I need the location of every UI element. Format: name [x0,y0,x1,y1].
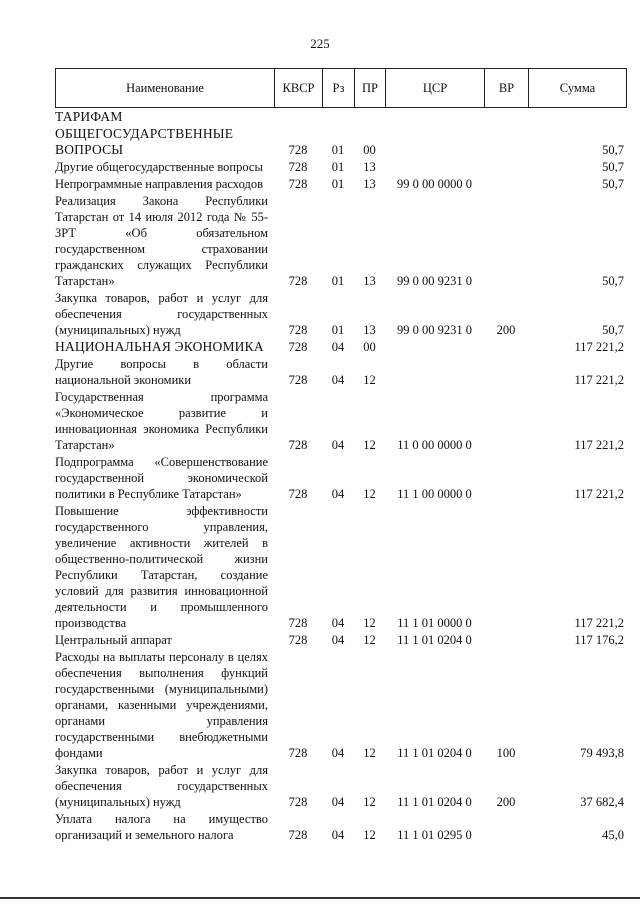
cell-sum: 79 493,8 [580,746,624,760]
cell-pr: 12 [363,616,376,630]
table-row [55,632,627,648]
cell-pr: 13 [363,274,376,288]
column-header-name: Наименование [56,69,275,107]
cell-pr: 12 [363,746,376,760]
cell-rz: 01 [331,274,345,288]
cell-csr: 99 0 00 9231 0 [397,323,472,337]
cell-name: Реализация Закона Республики Татарстан от 14 июля 2012 года № 55-ЗРТ «Об обязательном государственном страховании гражданских служащих Республики Татарстан» [55,194,268,288]
cell-pr: 12 [363,828,376,842]
cell-name: Непрограммные направления расходов [55,177,263,191]
cell-rz: 04 [331,373,345,387]
cell-pr: 12 [363,487,376,501]
column-header-vr: ВР [485,69,529,107]
cell-csr: 99 0 00 0000 0 [397,177,472,191]
table-row [55,339,627,355]
cell-name: Государственная программа «Экономическое развитие и инновационная экономика Республики Татарстан» [55,390,268,452]
cell-rz: 01 [331,160,345,174]
cell-pr: 13 [363,160,376,174]
cell-kvsr: 728 [288,160,308,174]
column-header-kvsr: КВСР [275,69,323,107]
cell-name: Центральный аппарат [55,633,172,647]
cell-pr: 00 [363,143,376,157]
table-row [55,176,627,192]
table-header [55,68,627,108]
cell-sum: 37 682,4 [580,795,624,809]
column-header-rz: Рз [323,69,355,107]
cell-name: Уплата налога на имущество организаций и земельного налога [55,812,268,842]
cell-name: Закупка товаров, работ и услуг для обеспечения государственных (муниципальных) нужд [55,763,268,809]
page-bottom-rule [0,897,640,899]
cell-kvsr: 728 [288,323,308,337]
table-body [55,109,627,844]
cell-rz: 04 [331,340,345,354]
cell-name: Расходы на выплаты персоналу в целях обеспечения выполнения функций государственными (муниципальными) органами, казенными учреждениями, органами управления государственными внебюджетными фондами [55,650,268,760]
cell-rz: 04 [331,746,345,760]
cell-vr: 200 [496,323,516,337]
cell-name: Подпрограмма «Совершенствование государственной экономической политики в Республике Татарстан» [55,455,268,501]
column-header-csr: ЦСР [386,69,485,107]
cell-rz: 01 [331,143,345,157]
page-number: 225 [310,36,330,51]
table-row [55,290,627,338]
table-row [55,649,627,761]
cell-pr: 00 [363,340,376,354]
cell-kvsr: 728 [288,177,308,191]
table-row [55,762,627,810]
cell-sum: 117 221,2 [574,616,624,630]
cell-sum: 117 221,2 [574,373,624,387]
cell-pr: 12 [363,795,376,809]
table-row [55,109,627,125]
cell-kvsr: 728 [288,438,308,452]
cell-name: Другие вопросы в области национальной экономики [55,357,268,387]
cell-sum: 45,0 [602,828,624,842]
cell-rz: 01 [331,177,345,191]
table-row [55,356,627,388]
cell-name: Другие общегосударственные вопросы [55,160,263,174]
cell-csr: 11 1 00 0000 0 [397,487,472,501]
table-row [55,193,627,289]
cell-csr: 11 1 01 0295 0 [397,828,472,842]
cell-pr: 12 [363,373,376,387]
table-row [55,454,627,502]
cell-sum: 50,7 [602,143,624,157]
cell-vr: 200 [496,795,516,809]
cell-csr: 11 1 01 0204 0 [397,795,472,809]
cell-sum: 117 221,2 [574,438,624,452]
table-row [55,126,627,158]
cell-name: НАЦИОНАЛЬНАЯ ЭКОНОМИКА [55,339,264,354]
cell-rz: 04 [331,438,345,452]
cell-kvsr: 728 [288,633,308,647]
cell-kvsr: 728 [288,487,308,501]
cell-csr: 11 1 01 0000 0 [397,616,472,630]
cell-csr: 11 1 01 0204 0 [397,746,472,760]
cell-pr: 12 [363,633,376,647]
cell-sum: 117 221,2 [574,487,624,501]
cell-name: ТАРИФАМ [55,109,123,124]
cell-kvsr: 728 [288,143,308,157]
cell-name: ОБЩЕГОСУДАРСТВЕННЫЕ ВОПРОСЫ [55,126,234,157]
cell-vr: 100 [496,746,516,760]
cell-csr: 11 1 01 0204 0 [397,633,472,647]
cell-rz: 04 [331,633,345,647]
cell-csr: 11 0 00 0000 0 [397,438,472,452]
cell-kvsr: 728 [288,795,308,809]
cell-sum: 50,7 [602,274,624,288]
cell-kvsr: 728 [288,373,308,387]
table-row [55,159,627,175]
table-row [55,389,627,453]
cell-sum: 117 176,2 [574,633,624,647]
cell-rz: 04 [331,487,345,501]
cell-pr: 12 [363,438,376,452]
table-row [55,811,627,843]
cell-name: Закупка товаров, работ и услуг для обеспечения государственных (муниципальных) нужд [55,291,268,337]
cell-sum: 117 221,2 [574,340,624,354]
cell-csr: 99 0 00 9231 0 [397,274,472,288]
cell-kvsr: 728 [288,828,308,842]
column-header-pr: ПР [355,69,386,107]
cell-sum: 50,7 [602,177,624,191]
cell-pr: 13 [363,177,376,191]
cell-kvsr: 728 [288,340,308,354]
cell-rz: 04 [331,795,345,809]
cell-pr: 13 [363,323,376,337]
column-header-sum: Сумма [559,80,596,95]
cell-rz: 01 [331,323,345,337]
cell-name: Повышение эффективности государственного управления, увеличение активности жителей в общественно-политической жизни Республики Татарстан, создание условий для развития инновационной деятельности и промышленного производства [55,504,268,630]
cell-sum: 50,7 [602,323,624,337]
cell-sum: 50,7 [602,160,624,174]
table-row [55,503,627,631]
cell-rz: 04 [331,828,345,842]
cell-kvsr: 728 [288,746,308,760]
cell-rz: 04 [331,616,345,630]
cell-kvsr: 728 [288,274,308,288]
cell-kvsr: 728 [288,616,308,630]
